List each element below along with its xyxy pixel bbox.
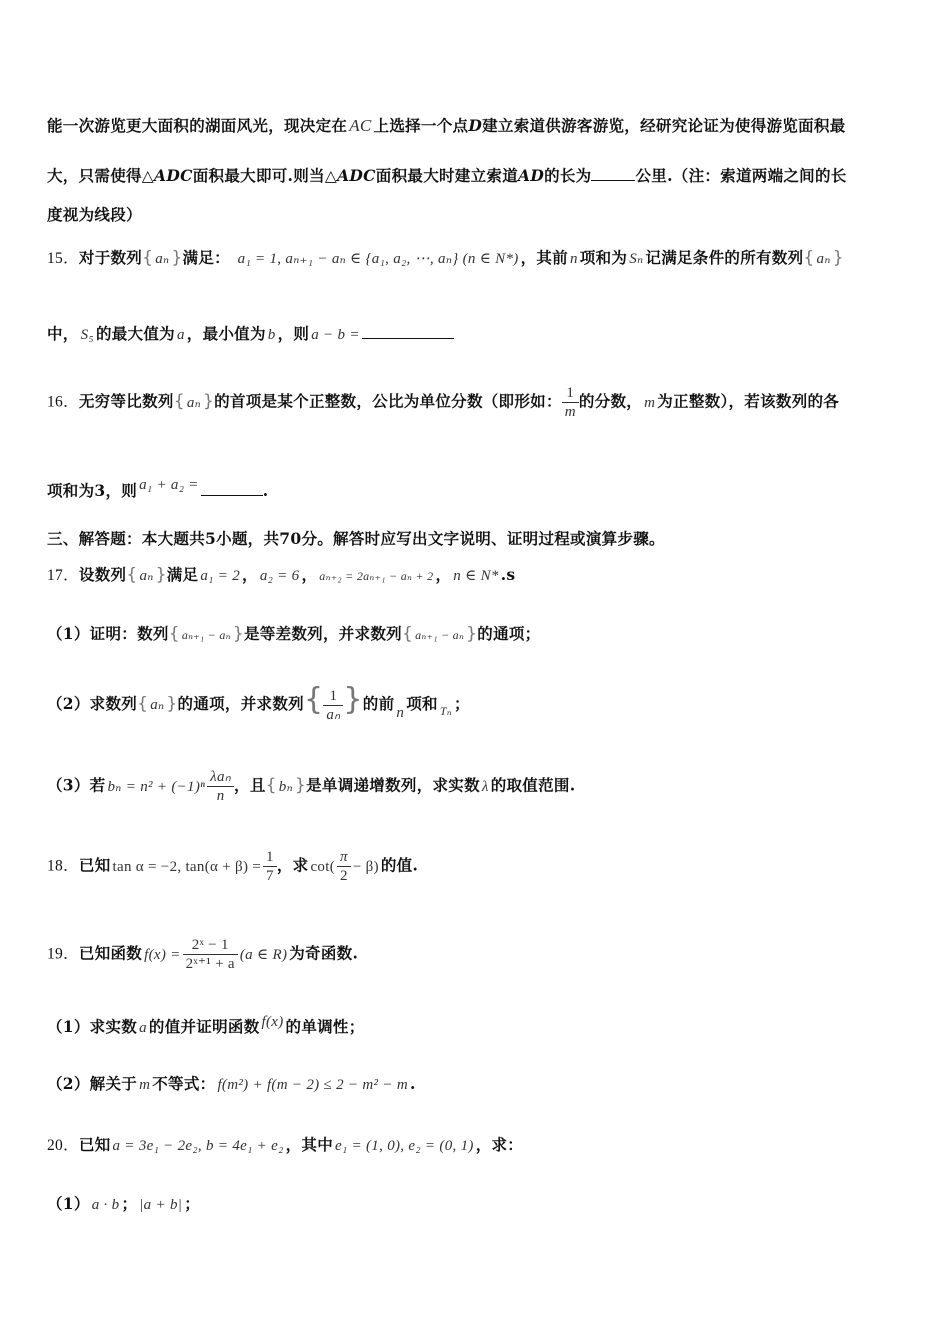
segment-ad: AD xyxy=(518,166,545,185)
q15-text: 项和为 xyxy=(579,248,628,267)
unit-fraction xyxy=(562,384,579,421)
brace-left: { xyxy=(401,624,414,644)
q17-text: 的通项，并求数列 xyxy=(177,694,304,713)
brace-right: } xyxy=(466,624,478,644)
q17-part1 xyxy=(47,622,540,644)
q15-text: 记满足条件的所有数列 xyxy=(645,248,804,267)
q20-text: ，其中 xyxy=(285,1135,334,1154)
q15-text: 满足： xyxy=(182,248,230,267)
q14-text: 的长为 xyxy=(544,166,592,185)
q20-text: 已知 xyxy=(78,1135,111,1154)
lambda-fraction xyxy=(207,768,234,805)
q17-text: 的通项； xyxy=(477,624,541,643)
q16-line2 xyxy=(47,479,268,501)
q15-line1 xyxy=(47,246,844,268)
condition-a-in-r: (a ∈ R) xyxy=(239,946,288,963)
fraction-denominator: n xyxy=(216,788,225,804)
cond-a1: a₁ = 2 xyxy=(200,568,240,584)
fraction-numerator: π xyxy=(337,848,351,867)
q17-text: 的取值范围. xyxy=(490,775,576,795)
brace-right: } xyxy=(232,624,244,644)
q15-text: ，最小值为 xyxy=(186,324,266,343)
q16-line1 xyxy=(47,384,839,421)
var-s5: S₅ xyxy=(80,327,94,343)
cot-expr: cot( xyxy=(310,858,335,875)
question-number: 15． xyxy=(47,250,79,267)
function-fx: f(x) = xyxy=(144,946,181,963)
q19-text: 不等式： xyxy=(152,1074,216,1093)
expr-a-minus-b: a − b = xyxy=(311,327,360,343)
vector-def: a = 3e₁ − 2e₂, b = 4e₁ + e₂ xyxy=(112,1138,284,1154)
vector-norm: |a + b| xyxy=(139,1197,183,1213)
part-label: （1） xyxy=(47,1194,90,1213)
comma: ， xyxy=(242,565,258,584)
arc-ac: AC xyxy=(349,116,372,135)
question-number: 18． xyxy=(47,857,79,875)
var-b: b xyxy=(267,327,276,343)
q20-text: ，求： xyxy=(475,1135,524,1154)
q20-text: ； xyxy=(184,1194,201,1213)
q15-condition: a₁ = 1, aₙ₊₁ − aₙ ∈ {a₁, a₂, ⋯, aₙ} (n ∈ N*) xyxy=(237,251,519,267)
q14-text: 能一次游览更大面积的湖面风光，现决定在 xyxy=(47,116,348,135)
var-a: a xyxy=(176,327,185,343)
fraction-denominator: 2ˣ⁺¹ + a xyxy=(185,956,235,972)
var-n: n xyxy=(396,705,405,721)
q16-text: 的首项是某个正整数，公比为单位分数（即形如： xyxy=(214,391,562,411)
triangle-adc: ADC xyxy=(337,166,376,185)
brace-right: } xyxy=(343,682,363,717)
var-m: m xyxy=(644,394,656,411)
fraction-numerator: 1 xyxy=(263,848,277,867)
brace-right: } xyxy=(203,391,215,412)
q20-line xyxy=(47,1133,523,1155)
q15-text: ，其前 xyxy=(520,248,568,267)
part-label: （1）证明：数列 xyxy=(47,624,169,643)
q20-part1 xyxy=(47,1192,200,1214)
comma: ， xyxy=(301,565,318,584)
q17-part3 xyxy=(47,768,575,805)
var-a: a xyxy=(139,1020,147,1036)
seq-an: aₙ xyxy=(139,568,154,584)
fraction-denominator: 7 xyxy=(266,868,274,884)
q19-text: 的单调性； xyxy=(285,1017,365,1036)
point-d: D xyxy=(468,116,483,135)
reciprocal-fraction xyxy=(323,687,343,724)
var-sn: Sₙ xyxy=(629,251,644,267)
q20-text: ； xyxy=(121,1194,138,1213)
q17-text: 设数列 xyxy=(78,565,127,584)
seq-diff: aₙ₊₁ − aₙ xyxy=(181,628,231,642)
q19-text: . xyxy=(410,1074,416,1093)
brace-left: { xyxy=(168,624,180,644)
fraction-numerator: 1 xyxy=(323,687,343,706)
part-label: （2）求数列 xyxy=(47,694,138,713)
seq-an: aₙ xyxy=(816,251,831,267)
dot-product: a · b xyxy=(91,1197,120,1213)
brace-left: { xyxy=(142,248,154,268)
q14-line2 xyxy=(47,164,847,186)
q16-text: 无穷等比数列 xyxy=(78,391,174,411)
fraction-denominator: 2 xyxy=(340,868,348,884)
q14-text: 面积最大即可.则当△ xyxy=(192,166,338,185)
q19-part2 xyxy=(47,1072,416,1094)
q15-text: 对于数列 xyxy=(78,248,143,267)
q14-text: 大，只需使得△ xyxy=(47,166,155,185)
seq-an: aₙ xyxy=(155,251,170,267)
part-label: （3）若 xyxy=(47,775,106,795)
q17-text: 是单调递增数列，求实数 xyxy=(306,775,480,795)
q14-line3: 度视为线段） xyxy=(47,205,142,224)
q16-text: 的分数， xyxy=(578,391,643,411)
answer-blank xyxy=(591,166,635,181)
brace-left: { xyxy=(303,682,324,717)
brace-left: { xyxy=(173,391,185,412)
expr-bn: bₙ = n² + (−1)ⁿ xyxy=(107,778,206,795)
seq-bn: bₙ xyxy=(278,778,293,795)
q18-text: 的值. xyxy=(380,855,419,875)
q18-text: ，求 xyxy=(276,855,309,875)
brace-right: } xyxy=(294,775,307,796)
cot-expr-end: − β) xyxy=(352,858,379,875)
part-label: （1）求实数 xyxy=(47,1017,138,1036)
var-n: n xyxy=(569,251,578,267)
q14-line1 xyxy=(47,114,846,136)
recurrence: aₙ₊₂ = 2aₙ₊₁ − aₙ + 2 xyxy=(319,569,434,583)
expr-a1-a2: a₁ + a₂ = xyxy=(139,477,199,493)
brace-left: { xyxy=(126,565,138,585)
section-3-heading: 三、解答题：本大题共5小题，共70分。解答时应写出文字说明、证明过程或演算步骤。 xyxy=(47,529,665,548)
cond-n: n ∈ N* xyxy=(453,568,499,584)
q17-line1 xyxy=(47,563,515,585)
seq-diff: aₙ₊₁ − aₙ xyxy=(415,628,465,642)
var-m: m xyxy=(139,1077,151,1093)
brace-left: { xyxy=(803,248,815,268)
q15-text: ，则 xyxy=(277,324,310,343)
seq-an: aₙ xyxy=(150,697,165,713)
triangle-adc: ADC xyxy=(154,166,193,185)
q18-line xyxy=(47,848,418,885)
q17-text: 满足 xyxy=(166,565,199,584)
fraction-numerator: 2ˣ − 1 xyxy=(183,936,238,955)
q14-text: 面积最大时建立索道 xyxy=(375,166,518,185)
tan-expr: tan α = −2, tan(α + β) = xyxy=(112,858,262,875)
fraction-numerator: λaₙ xyxy=(207,768,234,787)
q19-part1 xyxy=(47,1015,365,1037)
q17-text: ； xyxy=(453,694,470,713)
var-lambda: λ xyxy=(481,778,489,795)
brace-right: } xyxy=(832,248,844,268)
answer-blank xyxy=(362,324,454,339)
q14-text: 建立索道供游客游览，经研究论证为使得游览面积最 xyxy=(482,116,846,135)
function-fx: f(x) xyxy=(261,1014,284,1030)
fraction-denominator: aₙ xyxy=(326,706,341,723)
q17-part2 xyxy=(47,682,470,724)
fraction-denominator: m xyxy=(564,404,576,420)
fraction-pi-half xyxy=(337,848,351,885)
q15-text: 的最大值为 xyxy=(95,324,175,343)
q15-line2 xyxy=(47,322,454,344)
fraction-numerator: 1 xyxy=(562,384,579,403)
q14-text: 公里.（注：索道两端之间的长 xyxy=(635,166,847,185)
q19-line xyxy=(47,936,358,973)
brace-right: } xyxy=(155,565,167,585)
brace-right: } xyxy=(166,694,178,714)
function-fraction xyxy=(183,936,238,973)
q17-text: 是等差数列，并求数列 xyxy=(243,624,402,643)
fraction-one-seventh xyxy=(263,848,277,885)
q16-text: 项和为3，则 xyxy=(47,481,138,500)
var-tn: Tₙ xyxy=(439,704,452,718)
q17-text: 的前 xyxy=(362,694,395,713)
brace-right: } xyxy=(171,248,183,268)
q16-text: . xyxy=(262,481,269,500)
seq-an: aₙ xyxy=(186,394,202,411)
brace-left: { xyxy=(137,694,149,714)
comma: ， xyxy=(435,565,452,584)
q15-text: 中， xyxy=(47,324,79,343)
question-number: 17． xyxy=(47,567,79,584)
q19-text: 为奇函数. xyxy=(289,943,359,963)
inequality: f(m²) + f(m − 2) ≤ 2 − m² − m xyxy=(217,1077,408,1093)
basis-def: e₁ = (1, 0), e₂ = (0, 1) xyxy=(335,1138,474,1154)
q17-text: 项和 xyxy=(406,694,438,713)
q16-text: 为正整数），若该数列的各 xyxy=(657,391,840,411)
q17-text: ，且 xyxy=(234,775,266,795)
answer-blank xyxy=(201,481,263,496)
question-number: 16． xyxy=(47,393,79,411)
q17-text: .s xyxy=(500,565,516,584)
q19-text: 已知函数 xyxy=(78,943,143,963)
brace-left: { xyxy=(265,775,277,796)
question-number: 20． xyxy=(47,1137,79,1154)
q19-text: 的值并证明函数 xyxy=(148,1017,260,1036)
q18-text: 已知 xyxy=(78,855,111,875)
cond-a2: a₂ = 6 xyxy=(259,568,300,584)
question-number: 19． xyxy=(47,945,79,963)
q14-text: 上选择一个点 xyxy=(373,116,469,135)
part-label: （2）解关于 xyxy=(47,1074,138,1093)
